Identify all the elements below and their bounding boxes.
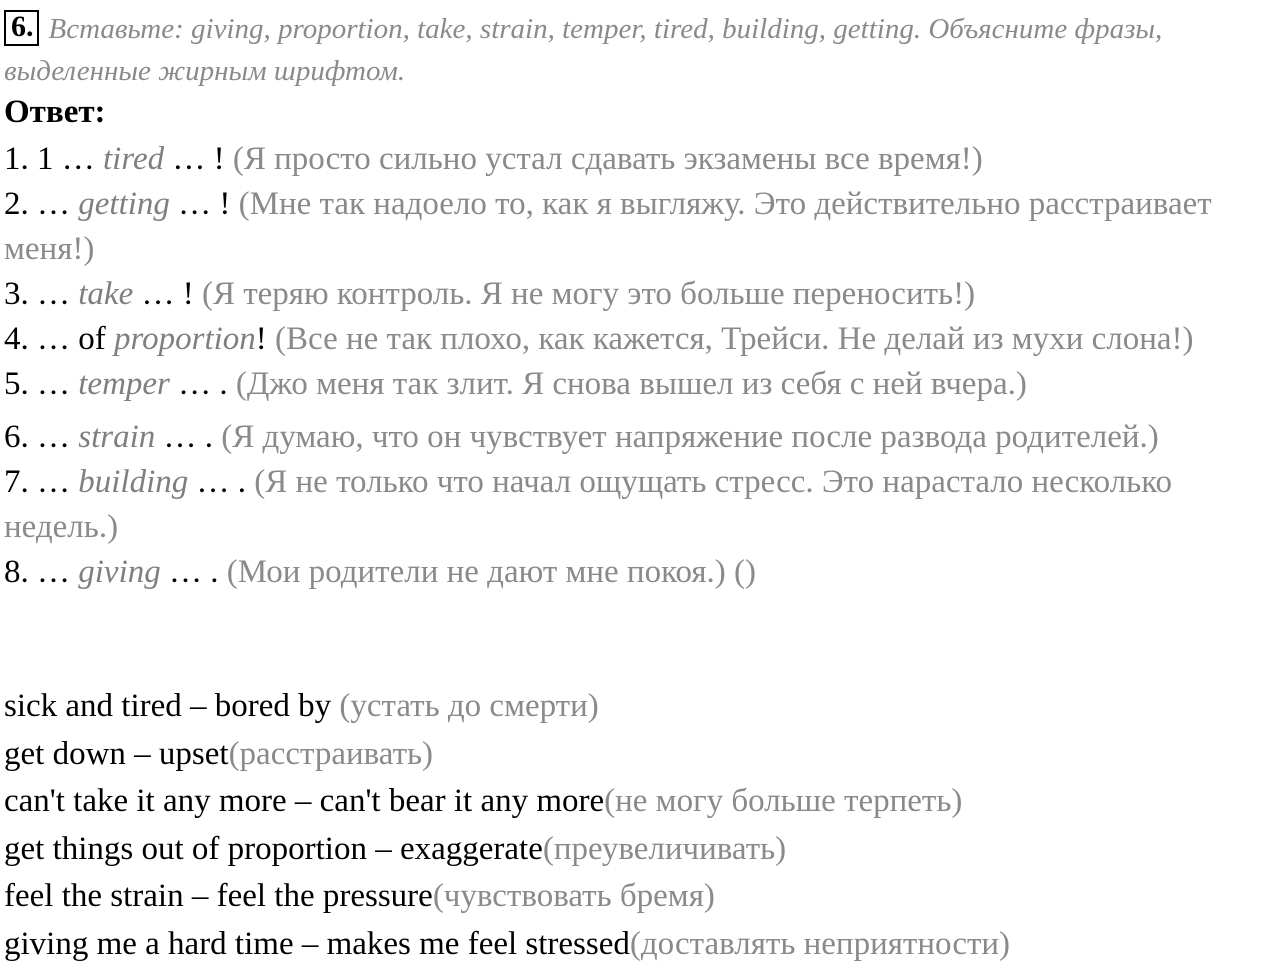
task-instruction: Вставьте: giving, proportion, take, strain, temper, tired, building, getting. Объясните фразы, выделенные жирным шрифтом.	[4, 13, 1162, 87]
phrase-russian: (не могу больше терпеть)	[604, 783, 962, 819]
answer-word: getting	[78, 186, 170, 222]
answer-suffix: … !	[133, 276, 202, 312]
phrase-item-3	[4, 778, 1280, 826]
phrase-english: can't take it any more – can't bear it any more	[4, 783, 604, 819]
phrase-english: get down – upset	[4, 736, 229, 772]
phrase-russian: (преувеличивать)	[543, 831, 786, 867]
phrase-english: get things out of proportion – exaggerate	[4, 831, 543, 867]
answer-translation: (Мне так надоело то, как я выгляжу. Это действительно расстраивает меня!)	[4, 186, 1212, 267]
answer-item-4	[4, 317, 1280, 362]
answer-word: giving	[78, 554, 160, 590]
answer-item-7	[4, 460, 1280, 550]
answer-word: building	[78, 464, 188, 500]
phrase-russian: (устать до смерти)	[339, 688, 598, 724]
answer-item-6	[4, 415, 1280, 460]
phrase-item-4	[4, 826, 1280, 874]
answer-translation: (Все не так плохо, как кажется, Трейси. Не делай из мухи слона!)	[275, 321, 1193, 357]
answer-word: proportion	[114, 321, 256, 357]
phrase-russian: (расстраивать)	[229, 736, 433, 772]
answer-item-5	[4, 362, 1280, 407]
answers-list	[4, 137, 1280, 595]
answer-item-8	[4, 550, 1280, 595]
answer-suffix: … .	[161, 554, 227, 590]
answer-suffix: !	[256, 321, 275, 357]
phrase-item-2	[4, 731, 1280, 779]
phrases-list	[4, 683, 1280, 968]
answer-suffix: … !	[164, 141, 233, 177]
answer-prefix: 4. … of	[4, 321, 114, 357]
answer-prefix: 8. …	[4, 554, 78, 590]
answer-word: take	[78, 276, 133, 312]
answer-prefix: 2. …	[4, 186, 78, 222]
answer-prefix: 5. …	[4, 366, 78, 402]
answer-prefix: 7. …	[4, 464, 78, 500]
phrase-item-5	[4, 873, 1280, 921]
answer-suffix: … .	[170, 366, 236, 402]
answer-item-2	[4, 182, 1280, 272]
answer-translation: (Я теряю контроль. Я не могу это больше переносить!)	[202, 276, 975, 312]
answer-word: tired	[103, 141, 164, 177]
answer-word: strain	[78, 419, 155, 455]
phrase-english: sick and tired – bored by	[4, 688, 339, 724]
task-number-box: 6.	[4, 10, 39, 46]
answer-word: temper	[78, 366, 170, 402]
answer-item-3	[4, 272, 1280, 317]
phrase-russian: (доставлять неприятности)	[630, 926, 1010, 962]
phrase-item-1	[4, 683, 1280, 731]
answer-suffix: … .	[188, 464, 254, 500]
answer-prefix: 1. 1 …	[4, 141, 103, 177]
answer-translation: (Джо меня так злит. Я снова вышел из себя с ней вчера.)	[236, 366, 1027, 402]
answer-translation: (Я не только что начал ощущать стресс. Это нарастало несколько недель.)	[4, 464, 1172, 545]
phrase-english: feel the strain – feel the pressure	[4, 878, 433, 914]
answer-translation: (Мои родители не дают мне покоя.) ()	[227, 554, 756, 590]
answer-label: Ответ:	[4, 92, 106, 132]
task-header	[4, 8, 1276, 92]
answer-translation: (Я думаю, что он чувствует напряжение после развода родителей.)	[221, 419, 1159, 455]
answer-prefix: 3. …	[4, 276, 78, 312]
phrase-english: giving me a hard time – makes me feel stressed	[4, 926, 630, 962]
answer-suffix: … !	[170, 186, 239, 222]
phrase-russian: (чувствовать бремя)	[433, 878, 715, 914]
phrase-item-6	[4, 921, 1280, 968]
answer-prefix: 6. …	[4, 419, 78, 455]
answer-suffix: … .	[155, 419, 221, 455]
answer-translation: (Я просто сильно устал сдавать экзамены все время!)	[233, 141, 983, 177]
answer-item-1	[4, 137, 1280, 182]
